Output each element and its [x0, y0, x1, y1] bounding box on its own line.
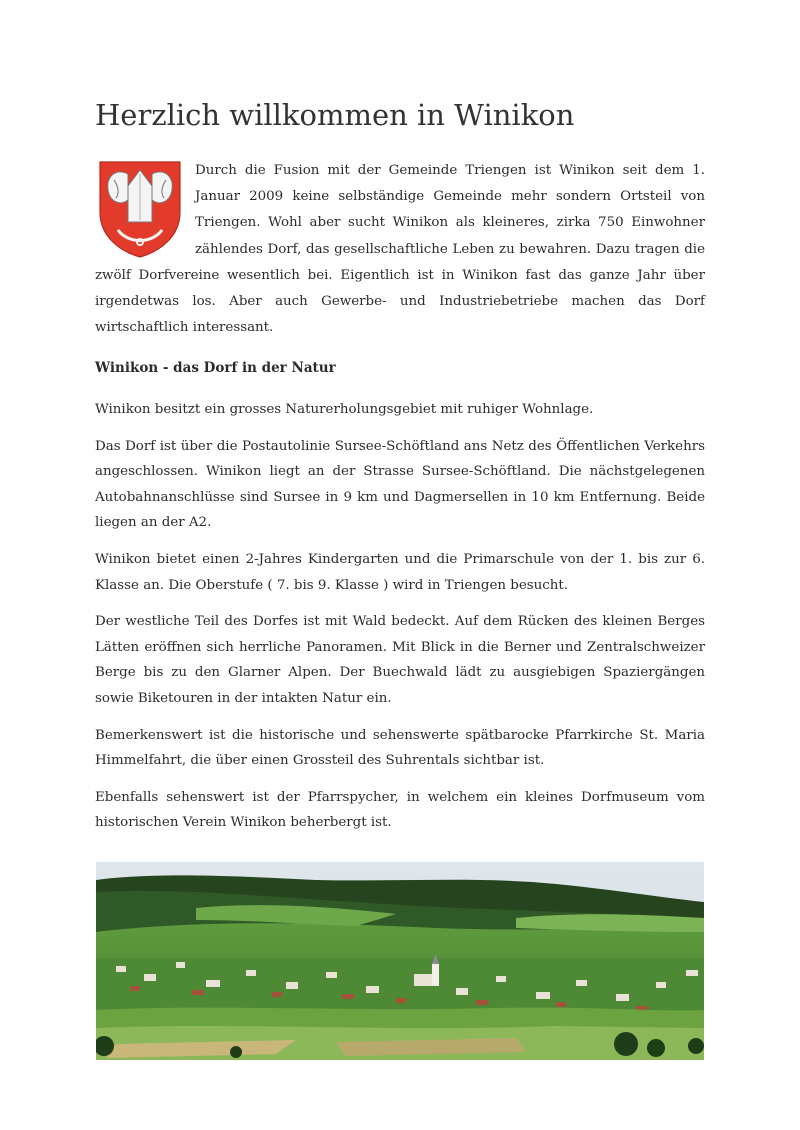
paragraph: Bemerkenswert ist die historische und sehenswerte spätbarocke Pfarrkirche St. Maria Himmelfahrt, die über einen Grossteil des Suhrentals sichtbar ist. [95, 727, 705, 769]
page-title: Herzlich willkommen in Winikon [95, 98, 575, 132]
paragraph: Ebenfalls sehenswert ist der Pfarrspycher, in welchem ein kleines Dorfmuseum vom historischen Verein Winikon beherbergt ist. [95, 789, 705, 831]
paragraph: Winikon bietet einen 2-Jahres Kindergarten und die Primarschule von der 1. bis zur 6. Klasse an. Die Oberstufe ( 7. bis 9. Klasse ) wird in Triengen besucht. [95, 551, 705, 593]
section-heading: Winikon - das Dorf in der Natur [95, 360, 336, 376]
village-landscape-photo [96, 862, 704, 1060]
intro-text: Durch die Fusion mit der Gemeinde Triengen ist Winikon seit dem 1. Januar 2009 keine selbständige Gemeinde mehr sondern Ortsteil von Triengen. Wohl aber sucht Winikon als kleineres, zirka 750 Einwohner zählendes Dorf, das gesellschaftliche Leben zu bewahren. Dazu tragen die zwölf Dorfvereine wesentlich bei. Eigentlich ist in Winikon fast das ganze Jahr über irgendetwas los. Aber auch Gewerbe- und Industriebetriebe machen das Dorf wirtschaftlich interessant. [95, 163, 705, 336]
paragraph: Das Dorf ist über die Postautolinie Sursee-Schöftland ans Netz des Öffentlichen Verkehrs angeschlossen. Winikon liegt an der Strasse Sursee-Schöftland. Die nächstgelegenen Autobahnanschlüsse sind Sursee in 9 km und Dagmersellen in 10 km Entfernung. Beide liegen an der A2. [95, 438, 705, 531]
paragraph: Der westliche Teil des Dorfes ist mit Wald bedeckt. Auf dem Rücken des kleinen Berges Lätten eröffnen sich herrliche Panoramen. Mit Blick in die Berner und Zentralschweizer Berge bis zu den Glarner Alpen. Der Buechwald lädt zu ausgiebigen Spaziergängen sowie Biketouren in der intakten Natur ein. [95, 614, 705, 706]
intro-paragraph [95, 158, 705, 341]
paragraph: Winikon besitzt ein grosses Naturerholungsgebiet mit ruhiger Wohnlage. [95, 402, 594, 417]
section-body [95, 397, 705, 847]
